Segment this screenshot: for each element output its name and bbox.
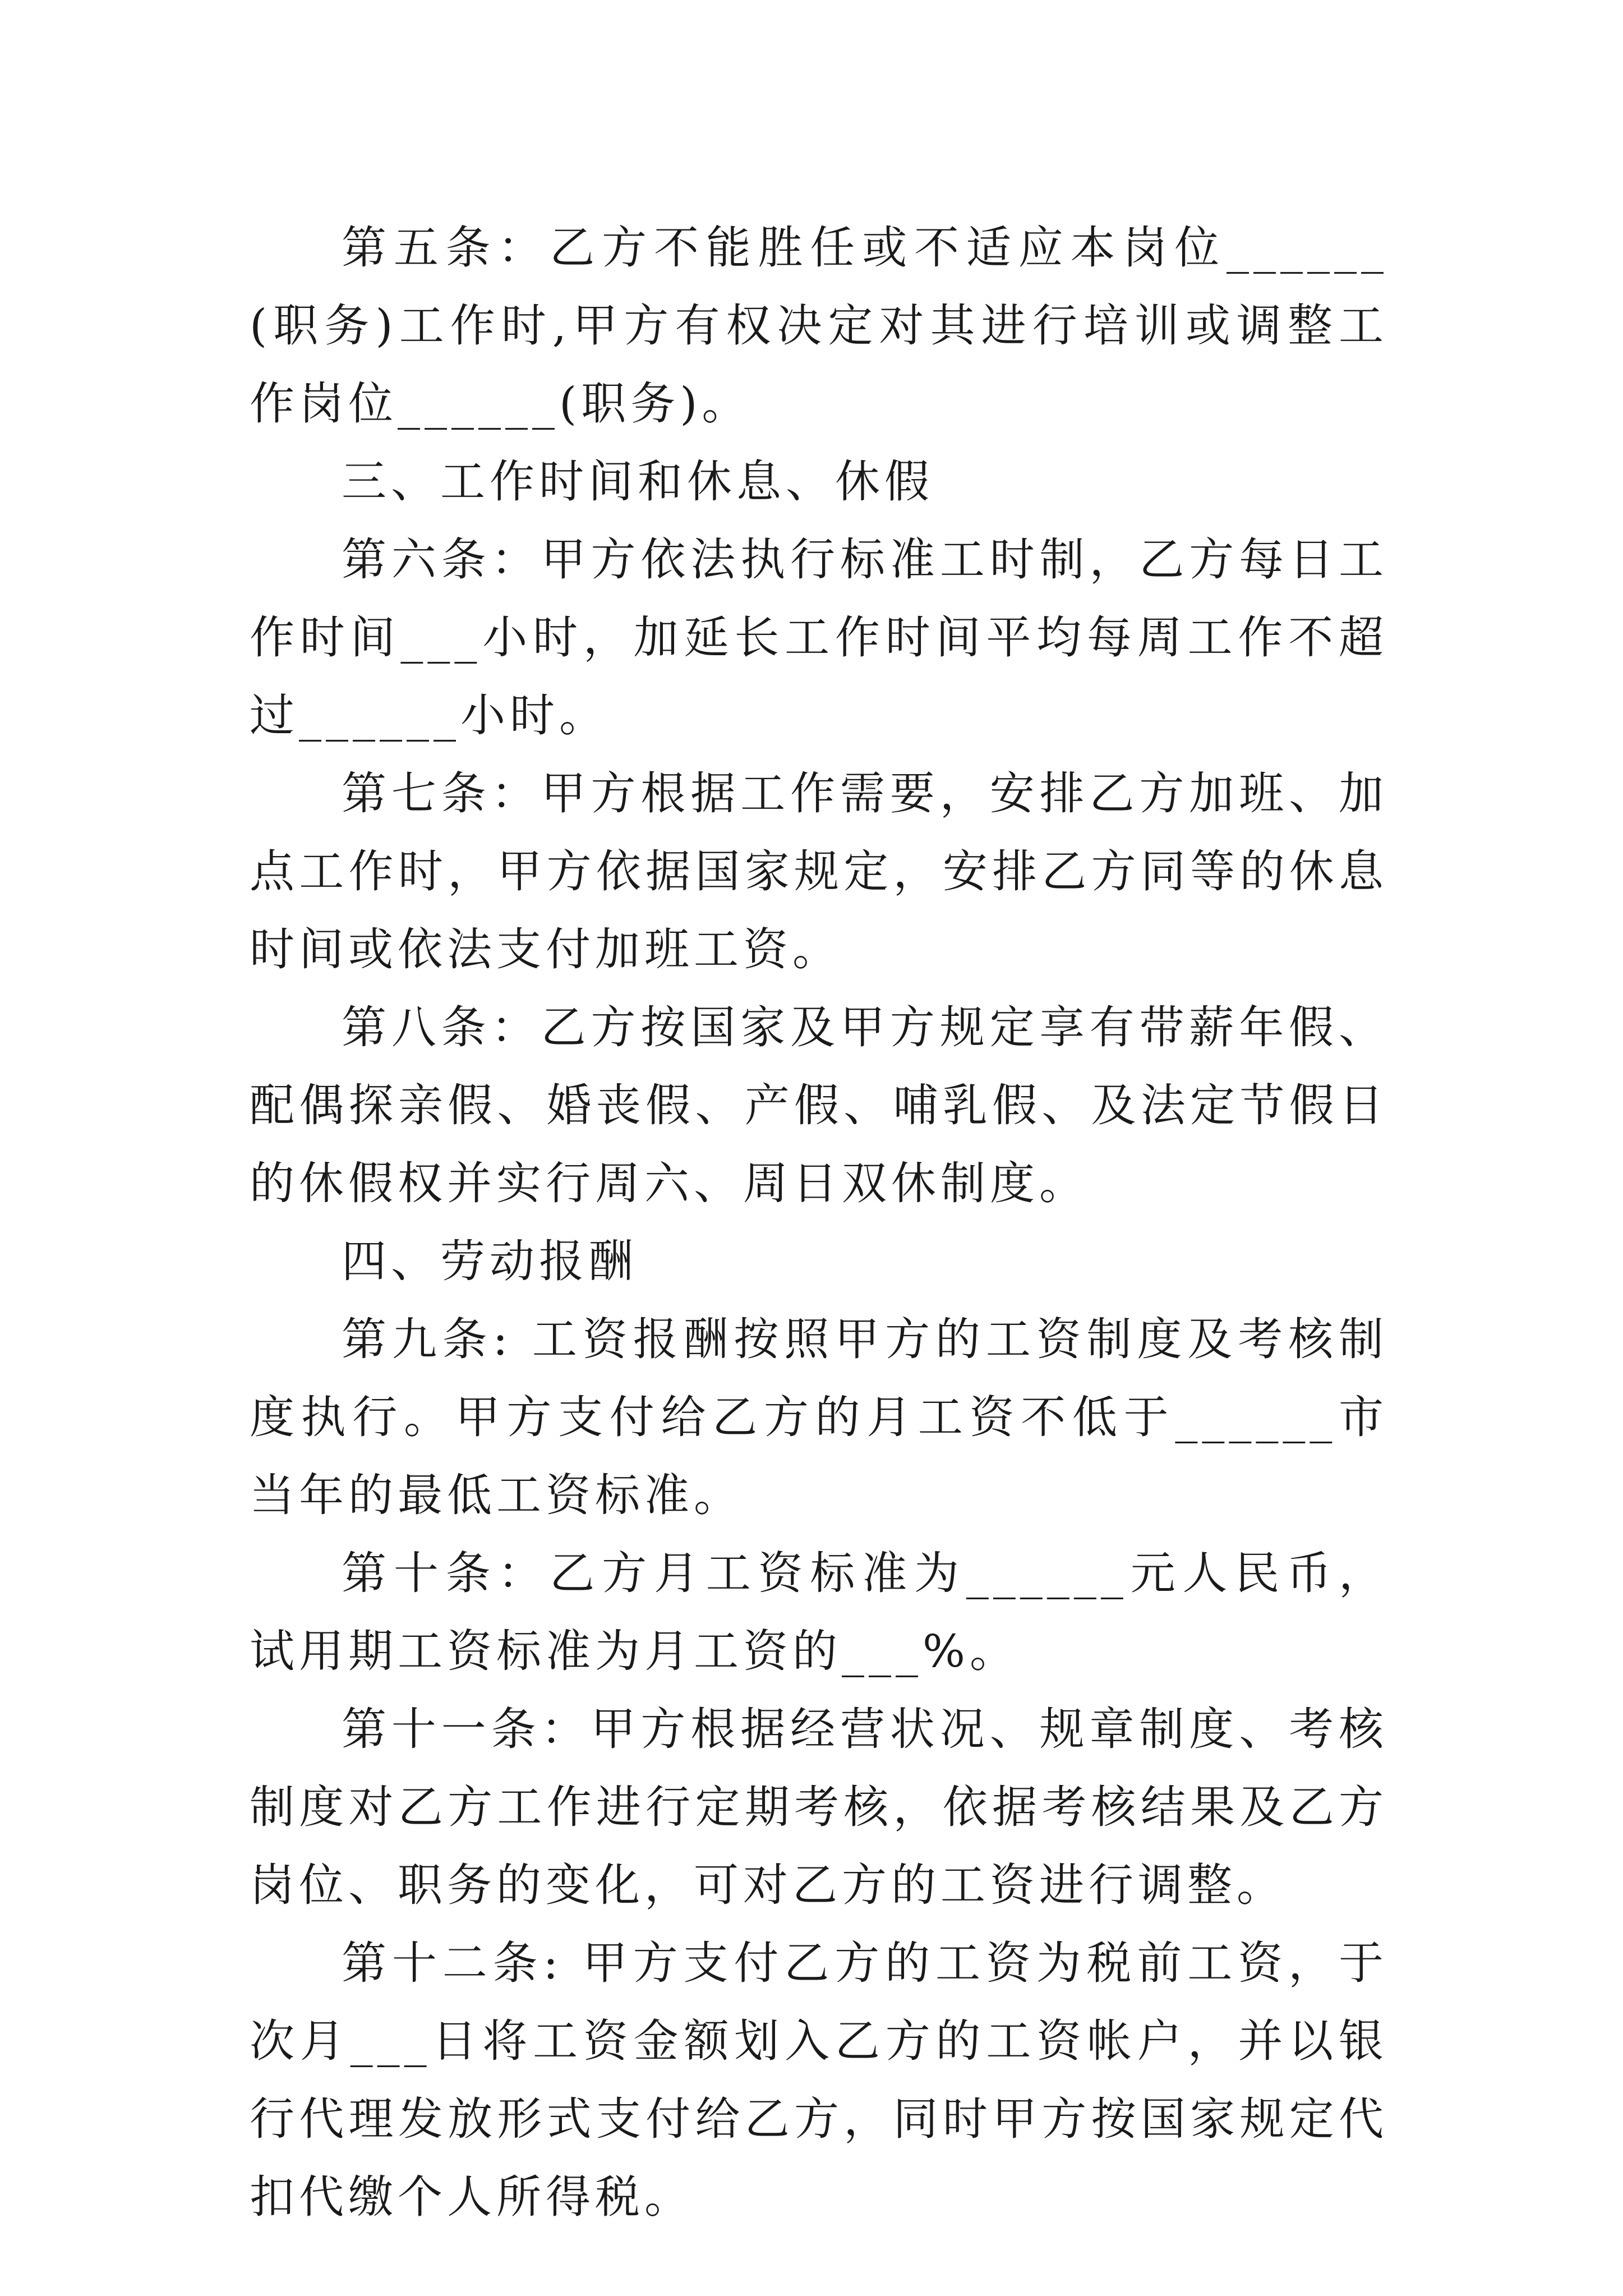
- article-5-paragraph: 第五条：乙方不能胜任或不适应本岗位______(职务)工作时,甲方有权决定对其进行培训或调整工作岗位______(职务)。: [250, 222, 1388, 430]
- article-12-paragraph: 第十二条: 甲方支付乙方的工资为税前工资，于次月___日将工资金额划入乙方的工资帐户，并以银行代理发放形式支付给乙方，同时甲方按国家规定代扣代缴个人所得税。: [250, 1937, 1388, 2223]
- section-3-heading: 三、工作时间和休息、休假: [342, 455, 934, 508]
- article-7-paragraph: 第七条：甲方根据工作需要，安排乙方加班、加点工作时，甲方依据国家规定，安排乙方同等的休息时间或依法支付加班工资。: [250, 767, 1388, 976]
- article-9-paragraph: 第九条: 工资报酬按照甲方的工资制度及考核制度执行。甲方支付给乙方的月工资不低于______市当年的最低工资标准。: [250, 1313, 1388, 1521]
- document-body: [250, 209, 1388, 2236]
- section-4-heading: 四、劳动报酬: [342, 1235, 638, 1287]
- article-8-paragraph: 第八条：乙方按国家及甲方规定享有带薪年假、配偶探亲假、婚丧假、产假、哺乳假、及法定节假日的休假权并实行周六、周日双休制度。: [250, 1001, 1388, 1209]
- article-6-paragraph: 第六条：甲方依法执行标准工时制，乙方每日工作时间___小时，加延长工作时间平均每周工作不超过______小时。: [250, 533, 1388, 742]
- article-11-paragraph: 第十一条：甲方根据经营状况、规章制度、考核制度对乙方工作进行定期考核，依据考核结果及乙方岗位、职务的变化，可对乙方的工资进行调整。: [250, 1703, 1388, 1911]
- article-10-paragraph: 第十条：乙方月工资标准为______元人民币，试用期工资标准为月工资的___%。: [250, 1547, 1388, 1677]
